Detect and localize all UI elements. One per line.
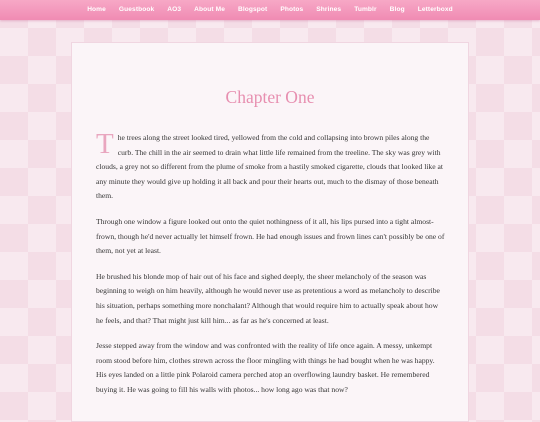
nav-blog-link[interactable]: Blog [389,6,405,13]
drop-cap: T [96,128,114,160]
chapter-title: Chapter One [225,87,315,107]
nav-ao3-link[interactable]: AO3 [167,6,182,13]
nav-letterboxd-link[interactable]: Letterboxd [417,6,453,13]
story-paragraph: Jesse stepped away from the window and was confronted with the reality of life once again. A messy, unkempt room stood before him, clothes strewn across the floor mingling with things he had bought when he was happy. His eyes landed on a little pink Polaroid camera perched atop an overflowing laundry basket. He remembered buying it. He was going to fill his walls with photos... how long ago was that now? [96,341,435,394]
nav-shrines-link[interactable]: Shrines [316,6,342,13]
story-paragraph: Through one window a figure looked out onto the quiet nothingness of it all, his lips pursed into a tight almost-frown, though he'd never actually let himself frown. He had enough issues and frown lines can't possibly be one of them, not yet at least. [96,216,445,256]
nav-home-link[interactable]: Home [87,6,106,13]
story-paragraph: He brushed his blonde mop of hair out of his face and sighed deeply, the sheer melancholy of the season was beginning to weigh on him heavily, although he would never use as pretentious a word as melancholy to describe his situation, perhaps something more nonchalant? Although that would require him to actually speak about how he feels, and that? That might just kill him... as far as he's concerned at least. [96,271,440,325]
nav-photos-link[interactable]: Photos [280,6,304,13]
paragraph-text: he trees along the street looked tired, yellowed from the cold and collapsing into brown piles along the curb. The chill in the air seemed to drain what little life remained from the treeline. The sky was grey with clouds, a grey not so different from the plume of smoke from a hastily smoked cigarette, clouds that looked like at any minute they would give up holding it all back and pour their hearts out, much to the dismay of those beneath them. [96,133,443,201]
nav-guestbook-link[interactable]: Guestbook [118,6,155,13]
nav-about-me-link[interactable]: About Me [194,6,225,13]
story-body [96,128,446,409]
story-card [71,42,469,422]
top-nav [0,0,540,20]
story-paragraph [96,128,446,204]
nav-blogspot-link[interactable]: Blogspot [237,6,268,13]
nav-tumblr-link[interactable]: Tumblr [354,6,377,13]
